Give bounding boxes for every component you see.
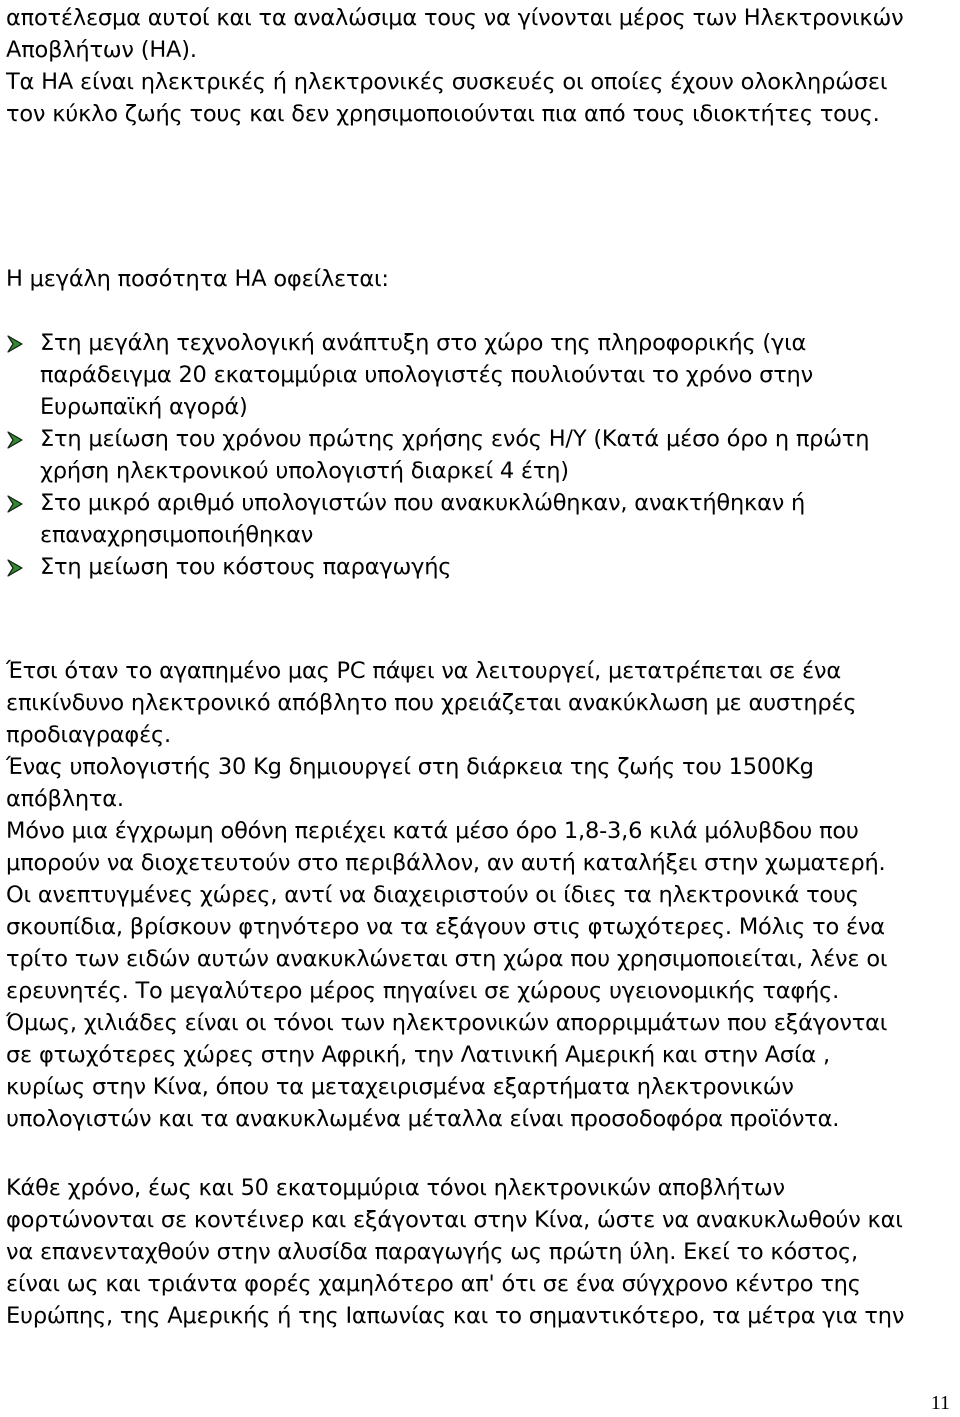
text-line: επικίνδυνο ηλεκτρονικό απόβλητο που χρειάζεται ανακύκλωση με αυστηρές xyxy=(6,690,857,716)
bullet-item xyxy=(6,551,960,583)
bullet-item xyxy=(6,327,960,423)
top-paragraph xyxy=(6,2,960,130)
text-line: Έτσι όταν το αγαπημένο μας PC πάψει να λειτουργεί, μετατρέπεται σε ένα xyxy=(6,658,842,684)
text-line: Οι ανεπτυγμένες χώρες, αντί να διαχειριστούν οι ίδιες τα ηλεκτρονικά τους xyxy=(6,882,859,908)
text-line: να επανενταχθούν στην αλυσίδα παραγωγής ως πρώτη ύλη. Εκεί το κόστος, xyxy=(6,1239,858,1265)
text-line: Αποβλήτων (ΗΑ). xyxy=(6,37,197,63)
intro-text: Η μεγάλη ποσότητα ΗΑ οφείλεται: xyxy=(6,266,389,292)
arrowhead-bullet-icon xyxy=(6,495,24,513)
text-line: σκουπίδια, βρίσκουν φτηνότερο να τα εξάγουν στις φτωχότερες. Μόλις το ένα xyxy=(6,914,885,940)
text-line: υπολογιστών και τα ανακυκλωμένα μέταλλα είναι προσοδοφόρα προϊόντα. xyxy=(6,1106,840,1132)
bullet-text: Στο μικρό αριθμό υπολογιστών που ανακυκλώθηκαν, ανακτήθηκαν ή xyxy=(40,490,806,516)
bullet-text: παράδειγμα 20 εκατομμύρια υπολογιστές πουλιούνται το χρόνο στην xyxy=(40,362,813,388)
bullet-text: Στη μείωση του κόστους παραγωγής xyxy=(40,554,452,580)
text-line: Ένας υπολογιστής 30 Kg δημιουργεί στη διάρκεια της ζωής του 1500Kg xyxy=(6,754,814,780)
body-paragraph-1 xyxy=(6,655,960,1135)
text-line: τρίτο των ειδών αυτών ανακυκλώνεται στη χώρα που χρησιμοποιείται, λένε οι xyxy=(6,946,888,972)
text-line: προδιαγραφές. xyxy=(6,722,171,748)
arrowhead-bullet-icon xyxy=(6,431,24,449)
text-line: τον κύκλο ζωής τους και δεν χρησιμοποιούνται πια από τους ιδιοκτήτες τους. xyxy=(6,101,880,127)
text-line: κυρίως στην Κίνα, όπου τα μεταχειρισμένα εξαρτήματα ηλεκτρονικών xyxy=(6,1074,794,1100)
text-line: είναι ως και τριάντα φορές χαμηλότερο απ' ότι σε ένα σύγχρονο κέντρο της xyxy=(6,1271,861,1297)
text-line: ερευνητές. Το μεγαλύτερο μέρος πηγαίνει σε χώρους υγειονομικής ταφής. xyxy=(6,978,840,1004)
bullet-text: επαναχρησιμοποιήθηκαν xyxy=(40,522,314,548)
bullet-item xyxy=(6,487,960,551)
bullet-text: χρήση ηλεκτρονικού υπολογιστή διαρκεί 4 έτη) xyxy=(40,458,569,484)
bullet-text: Στη μείωση του χρόνου πρώτης χρήσης ενός Η/Υ (Κατά μέσο όρο η πρώτη xyxy=(40,426,870,452)
text-line: Όμως, χιλιάδες είναι οι τόνοι των ηλεκτρονικών απορριμμάτων που εξάγονται xyxy=(6,1010,888,1036)
bullet-item xyxy=(6,423,960,487)
bullet-text: Στη μεγάλη τεχνολογική ανάπτυξη στο χώρο της πληροφορικής (για xyxy=(40,330,807,356)
bullet-list xyxy=(6,327,960,583)
arrowhead-bullet-icon xyxy=(6,559,24,577)
text-line: αποτέλεσμα αυτοί και τα αναλώσιμα τους να γίνονται μέρος των Ηλεκτρονικών xyxy=(6,5,904,31)
text-line: σε φτωχότερες χώρες στην Αφρική, την Λατινική Αμερική και στην Ασία , xyxy=(6,1042,830,1068)
page-number: 11 xyxy=(930,1392,950,1414)
text-line: Τα ΗΑ είναι ηλεκτρικές ή ηλεκτρονικές συσκευές οι οποίες έχουν ολοκληρώσει xyxy=(6,69,888,95)
text-line: μπορούν να διοχετευτούν στο περιβάλλον, αν αυτή καταλήξει στην χωματερή. xyxy=(6,850,886,876)
arrowhead-bullet-icon xyxy=(6,335,24,353)
text-line: φορτώνονται σε κοντέινερ και εξάγονται στην Κίνα, ώστε να ανακυκλωθούν και xyxy=(6,1207,903,1233)
bullet-text: Ευρωπαϊκή αγορά) xyxy=(40,394,248,420)
body-paragraph-2 xyxy=(6,1172,960,1332)
text-line: Κάθε χρόνο, έως και 50 εκατομμύρια τόνοι ηλεκτρονικών αποβλήτων xyxy=(6,1175,785,1201)
intro-line xyxy=(6,263,960,295)
text-line: Μόνο μια έγχρωμη οθόνη περιέχει κατά μέσο όρο 1,8-3,6 κιλά μόλυβδου που xyxy=(6,818,859,844)
text-line: απόβλητα. xyxy=(6,786,124,812)
text-line: Ευρώπης, της Αμερικής ή της Ιαπωνίας και το σημαντικότερο, τα μέτρα για την xyxy=(6,1303,905,1329)
